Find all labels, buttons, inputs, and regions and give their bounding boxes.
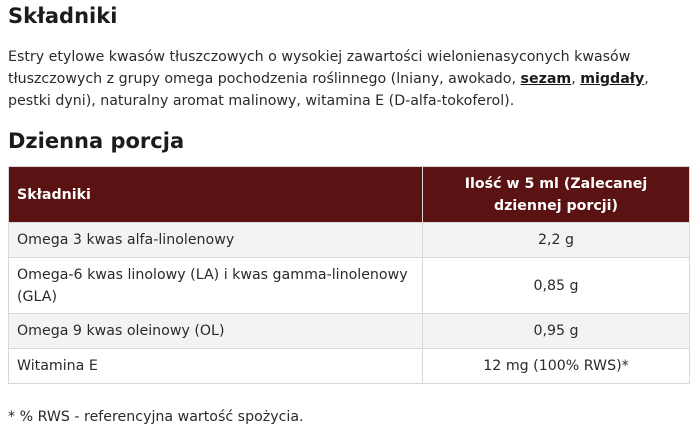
nutrition-table [8, 166, 690, 384]
table-row [9, 349, 690, 384]
allergen-sesame: sezam [520, 71, 572, 87]
ingredient-amount: 0,85 g [423, 258, 690, 314]
rws-footnote: * % RWS - referencyjna wartość spożycia. [8, 409, 304, 425]
table-row [9, 258, 690, 314]
ingredient-amount: 2,2 g [423, 223, 690, 258]
ingredients-description [8, 46, 692, 112]
description-separator: , [571, 71, 581, 87]
ingredient-name: Omega-6 kwas linolowy (LA) i kwas gamma-linolenowy (GLA) [9, 258, 423, 314]
table-row [9, 314, 690, 349]
table-header-row [9, 167, 690, 223]
ingredient-name: Omega 9 kwas oleinowy (OL) [9, 314, 423, 349]
table-row [9, 223, 690, 258]
column-header-ingredients: Składniki [9, 167, 423, 223]
ingredient-name: Omega 3 kwas alfa-linolenowy [9, 223, 423, 258]
description-text-after: , pestki dyni), naturalny aromat malinowy, witamina E (D-alfa-tokoferol). [8, 71, 649, 109]
column-header-amount: Ilość w 5 ml (Zalecanej dziennej porcji) [423, 167, 690, 223]
ingredient-amount: 12 mg (100% RWS)* [423, 349, 690, 384]
daily-portion-heading: Dzienna porcja [8, 129, 185, 153]
ingredients-heading: Składniki [8, 4, 118, 28]
ingredient-name: Witamina E [9, 349, 423, 384]
allergen-almonds: migdały [580, 71, 645, 87]
description-text-before: Estry etylowe kwasów tłuszczowych o wysokiej zawartości wielonienasyconych kwasów tłuszczowych z grupy omega pochodzenia roślinnego (lniany, awokado, [8, 49, 631, 87]
ingredient-amount: 0,95 g [423, 314, 690, 349]
